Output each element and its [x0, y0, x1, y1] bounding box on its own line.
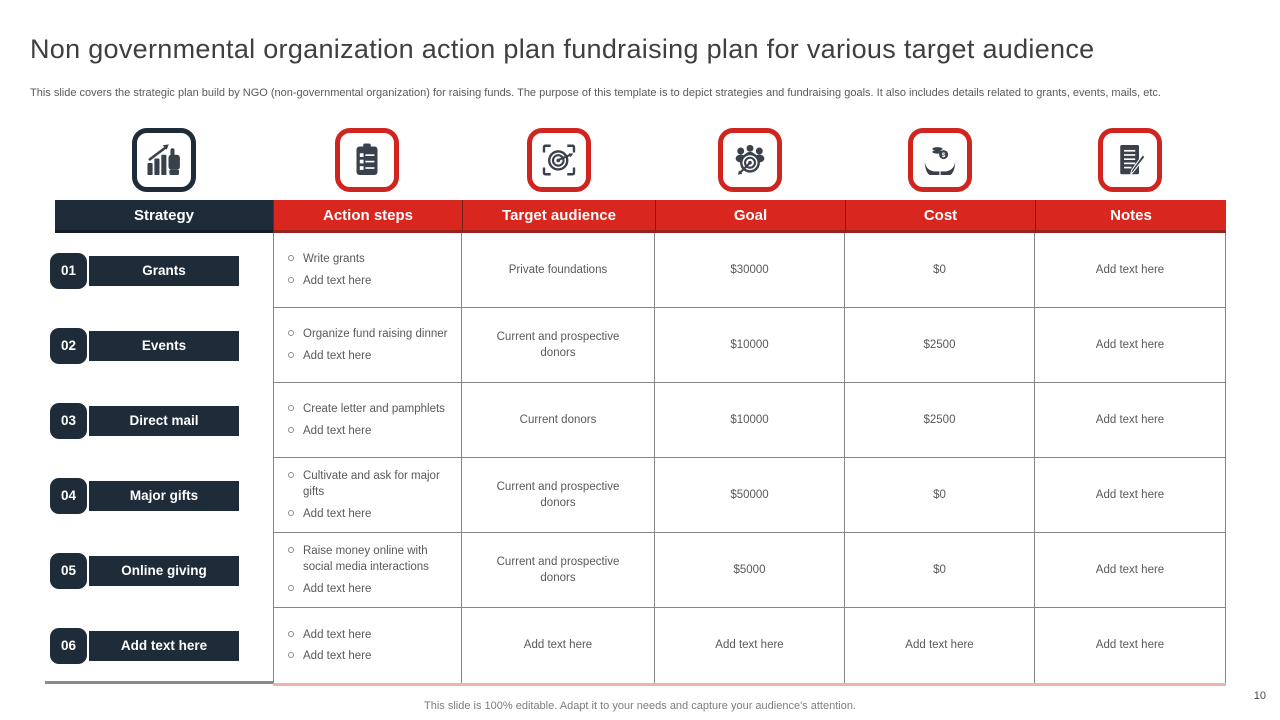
column-header-action-steps: Action steps [273, 200, 462, 233]
target-audience-cell: Current and prospective donors [462, 533, 655, 608]
circle-bullet-icon [288, 472, 294, 478]
action-step: Add text here [303, 349, 372, 362]
column-header-goal: Goal [655, 200, 845, 233]
action-step: Add text here [303, 650, 372, 662]
strategy-label: Add text here [89, 631, 239, 661]
action-step: Cultivate and ask for major gifts [303, 470, 440, 499]
strategy-column [50, 233, 273, 683]
circle-bullet-icon [288, 585, 294, 591]
action-step: Add text here [303, 582, 372, 595]
strategy-row [50, 533, 273, 608]
cost-cell: $0 [845, 533, 1035, 608]
cost-cell: $2500 [845, 383, 1035, 458]
action-step: Create letter and pamphlets [303, 403, 445, 416]
strategy-label: Direct mail [89, 406, 239, 436]
action-steps-cell [273, 533, 462, 608]
row-number-badge: 04 [50, 478, 87, 514]
action-step: Raise money online with social media interactions [303, 545, 429, 574]
action-steps-cell [273, 458, 462, 533]
action-steps-cell [273, 308, 462, 383]
team-target-icon [718, 128, 782, 192]
checklist-clipboard-icon [335, 128, 399, 192]
target-audience-cell: Current and prospective donors [462, 458, 655, 533]
notes-cell: Add text here [1035, 533, 1226, 608]
target-audience-cell: Current donors [462, 383, 655, 458]
cost-cell: $0 [845, 458, 1035, 533]
circle-bullet-icon [288, 277, 294, 283]
growth-analysis-icon [132, 128, 196, 192]
circle-bullet-icon [288, 255, 294, 261]
goal-cell: $30000 [655, 233, 845, 308]
circle-bullet-icon [288, 352, 294, 358]
action-step: Organize fund raising dinner [303, 328, 448, 341]
circle-bullet-icon [288, 652, 294, 658]
notes-cell: Add text here [1035, 458, 1226, 533]
table-body [273, 233, 1226, 686]
action-steps-cell [273, 383, 462, 458]
strategy-row [50, 383, 273, 458]
circle-bullet-icon [288, 547, 294, 553]
strategy-row [50, 233, 273, 308]
goal-cell: $50000 [655, 458, 845, 533]
strategy-bottom-divider [45, 681, 273, 684]
notes-cell: Add text here [1035, 308, 1226, 383]
strategy-row [50, 608, 273, 683]
page-number: 10 [1253, 690, 1266, 702]
action-step: Add text here [303, 424, 372, 437]
circle-bullet-icon [288, 510, 294, 516]
column-header-strategy: Strategy [55, 200, 273, 233]
notes-cell: Add text here [1035, 608, 1226, 683]
table-header [55, 200, 1226, 233]
action-step: Add text here [303, 274, 372, 287]
notes-cell: Add text here [1035, 383, 1226, 458]
document-pen-icon [1098, 128, 1162, 192]
strategy-row [50, 308, 273, 383]
action-step: Write grants [303, 253, 365, 266]
cost-cell: $0 [845, 233, 1035, 308]
goal-cell: $10000 [655, 308, 845, 383]
action-step: Add text here [303, 628, 372, 641]
strategy-label: Online giving [89, 556, 239, 586]
goal-cell: $5000 [655, 533, 845, 608]
row-number-badge: 05 [50, 553, 87, 589]
action-steps-cell [273, 233, 462, 308]
column-header-target-audience: Target audience [462, 200, 655, 233]
action-steps-cell [273, 608, 462, 683]
column-header-notes: Notes [1035, 200, 1226, 233]
strategy-label: Grants [89, 256, 239, 286]
circle-bullet-icon [288, 330, 294, 336]
action-step: Add text here [303, 507, 372, 520]
row-number-badge: 06 [50, 628, 87, 664]
column-header-cost: Cost [845, 200, 1035, 233]
hands-money-icon [908, 128, 972, 192]
strategy-label: Major gifts [89, 481, 239, 511]
goal-cell: Add text here [655, 608, 845, 683]
cost-cell: $2500 [845, 308, 1035, 383]
slide-description: This slide covers the strategic plan build by NGO (non-governmental organization) for raising funds. The purpose of this template is to depict strategies and fundraising goals. It also includes details related to grants, events, mails, etc. [30, 87, 1161, 99]
notes-cell: Add text here [1035, 233, 1226, 308]
circle-bullet-icon [288, 405, 294, 411]
footer-note: This slide is 100% editable. Adapt it to your needs and capture your audience's attention. [424, 700, 856, 712]
target-focus-icon [527, 128, 591, 192]
row-number-badge: 01 [50, 253, 87, 289]
strategy-row [50, 458, 273, 533]
goal-cell: $10000 [655, 383, 845, 458]
strategy-label: Events [89, 331, 239, 361]
svg-text:$: $ [941, 151, 946, 159]
page-title: Non governmental organization action plan fundraising plan for various target audience [30, 34, 1095, 64]
target-audience-cell: Add text here [462, 608, 655, 683]
cost-cell: Add text here [845, 608, 1035, 683]
circle-bullet-icon [288, 631, 294, 637]
target-audience-cell: Private foundations [462, 233, 655, 308]
circle-bullet-icon [288, 427, 294, 433]
target-audience-cell: Current and prospective donors [462, 308, 655, 383]
row-number-badge: 02 [50, 328, 87, 364]
row-number-badge: 03 [50, 403, 87, 439]
